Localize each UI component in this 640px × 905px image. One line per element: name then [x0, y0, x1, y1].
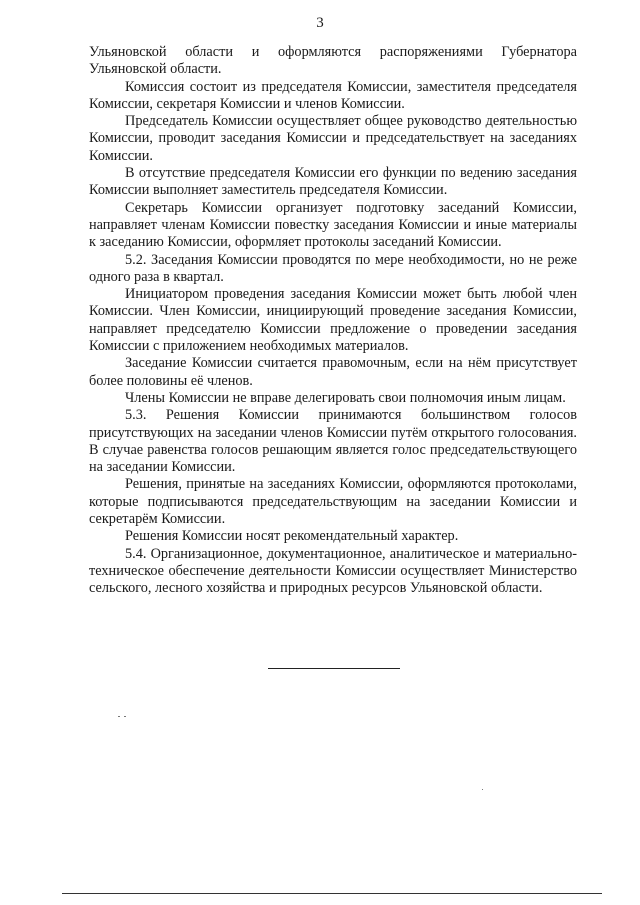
scan-bottom-edge-line: [62, 893, 602, 894]
paragraph-chairman-absence: В отсутствие председателя Комиссии его функции по ведению заседания Комиссии выполняет заместитель председателя Комиссии.: [89, 165, 577, 199]
paragraph-protocols: Решения, принятые на заседаниях Комиссии, оформляются протоколами, которые подписываются председательствующим на заседании Комиссии и секретарём Комиссии.: [89, 476, 577, 528]
paragraph-section-5-2: 5.2. Заседания Комиссии проводятся по мере необходимости, но не реже одного раза в квартал.: [89, 251, 577, 285]
paragraph-commission-composition: Комиссия состоит из председателя Комиссии, заместителя председателя Комиссии, секретаря Комиссии и членов Комиссии.: [89, 78, 577, 112]
paragraph-section-5-3: 5.3. Решения Комиссии принимаются большинством голосов присутствующих на заседании членов Комиссии путём открытого голосования. В случае равенства голосов решающим является голос председательствующего на заседании Комиссии.: [89, 407, 577, 476]
paragraph-meeting-initiator: Инициатором проведения заседания Комиссии может быть любой член Комиссии. Член Комиссии, инициирующий проведение заседания Комиссии, направляет председателю Комиссии предложение о проведении заседания Комиссии с приложением необходимых материалов.: [89, 286, 577, 355]
paragraph-quorum: Заседание Комиссии считается правомочным, если на нём присутствует более половины её членов.: [89, 355, 577, 389]
scan-speck: [482, 789, 483, 790]
paragraph-chairman-duties: Председатель Комиссии осуществляет общее руководство деятельностью Комиссии, проводит заседания Комиссии и председательствует на заседаниях Комиссии.: [89, 113, 577, 164]
paragraph-section-5-4: 5.4. Организационное, документационное, аналитическое и материально-техническое обеспечение деятельности Комиссии осуществляет Министерство сельского, лесного хозяйства и природных ресурсов Ульяновской области.: [89, 545, 577, 597]
paragraph-no-delegation: Члены Комиссии не вправе делегировать свои полномочия иным лицам.: [125, 389, 566, 406]
paragraph-secretary-duties: Секретарь Комиссии организует подготовку заседаний Комиссии, направляет членам Комиссии повестку заседания Комиссии и иные материалы к заседанию Комиссии, оформляет протоколы заседаний Комиссии.: [89, 199, 577, 251]
page-number: 3: [316, 15, 324, 31]
scan-speck: [118, 716, 120, 717]
document-body: [89, 44, 577, 598]
paragraph-continuation: Ульяновской области и оформляются распоряжениями Губернатора Ульяновской области.: [89, 44, 577, 78]
end-divider-line: [268, 668, 400, 669]
scan-speck: [124, 716, 126, 717]
paragraph-advisory-nature: Решения Комиссии носят рекомендательный характер.: [125, 528, 459, 545]
